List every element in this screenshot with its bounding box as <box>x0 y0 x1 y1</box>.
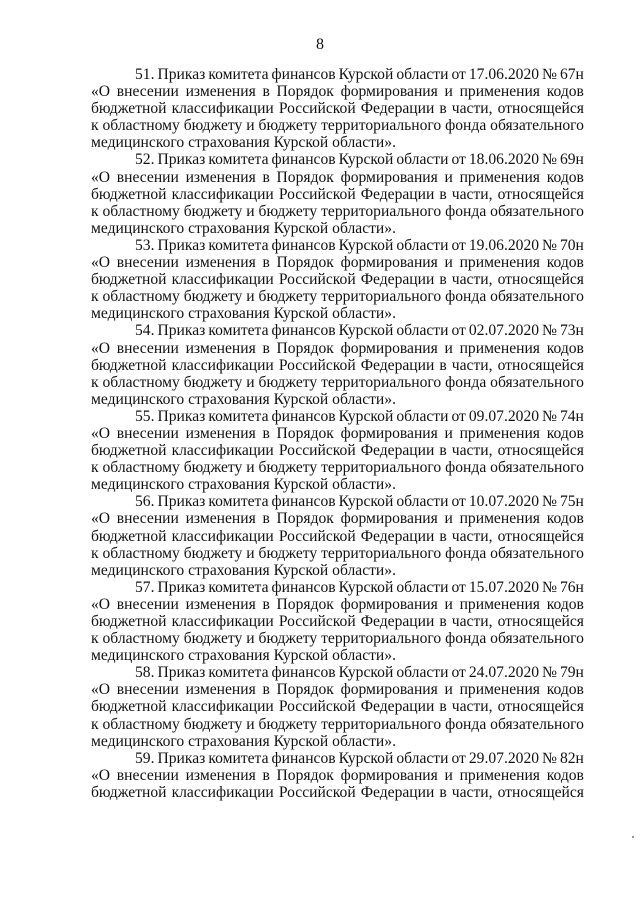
list-item-text-line: бюджетной классификации Российской Федерации в части, относящейся <box>91 442 584 460</box>
list-item-text-line: к областному бюджету и бюджету территориального фонда обязательного <box>91 459 584 477</box>
list-item-text-line: медицинского страхования Курской области». <box>91 476 396 494</box>
list-item-text-line: «О внесении изменения в Порядок формирования и применения кодов <box>91 83 584 101</box>
list-item-text-line: медицинского страхования Курской области». <box>91 305 396 323</box>
list-item <box>91 664 584 749</box>
list-item-text-line: медицинского страхования Курской области». <box>91 219 396 237</box>
list-item-text-line: «О внесении изменения в Порядок формирования и применения кодов <box>91 766 584 784</box>
list-item-heading-line: 57. Приказ комитета финансов Курской области от 15.07.2020 № 76н <box>135 578 584 596</box>
list-item <box>91 66 584 151</box>
list-item-text-line: «О внесении изменения в Порядок формирования и применения кодов <box>91 168 584 186</box>
list-item-text-line: медицинского страхования Курской области». <box>91 561 396 579</box>
list-item-text-line: медицинского страхования Курской области». <box>91 390 396 408</box>
list-item <box>91 151 584 236</box>
list-item <box>91 493 584 578</box>
list-item <box>91 579 584 664</box>
list-item-text-line: медицинского страхования Курской области». <box>91 732 396 750</box>
list-item-text-line: бюджетной классификации Российской Федерации в части, относящейся <box>91 698 584 716</box>
list-item-text-line: к областному бюджету и бюджету территориального фонда обязательного <box>91 630 584 648</box>
list-item-text-line: «О внесении изменения в Порядок формирования и применения кодов <box>91 595 584 613</box>
list-item-text-line: «О внесении изменения в Порядок формирования и применения кодов <box>91 510 584 528</box>
list-item-text-line: к областному бюджету и бюджету территориального фонда обязательного <box>91 715 584 733</box>
list-item-text-line: «О внесении изменения в Порядок формирования и применения кодов <box>91 254 584 272</box>
list-item-heading-line: 58. Приказ комитета финансов Курской области от 24.07.2020 № 79н <box>135 664 584 682</box>
list-item <box>91 408 584 493</box>
list-item-heading-line: 51. Приказ комитета финансов Курской области от 17.06.2020 № 67н <box>135 66 584 83</box>
list-item-text-line: «О внесении изменения в Порядок формирования и применения кодов <box>91 424 584 442</box>
list-item-heading-line: 59. Приказ комитета финансов Курской области от 29.07.2020 № 82н <box>135 749 584 767</box>
list-item <box>91 237 584 322</box>
list-item-text-line: медицинского страхования Курской области». <box>91 134 396 152</box>
list-item-text-line: к областному бюджету и бюджету территориального фонда обязательного <box>91 288 584 306</box>
list-item-text-line: бюджетной классификации Российской Федерации в части, относящейся <box>91 356 584 374</box>
list-item-text-line: бюджетной классификации Российской Федерации в части, относящейся <box>91 100 584 118</box>
list-item-heading-line: 55. Приказ комитета финансов Курской области от 09.07.2020 № 74н <box>135 407 584 425</box>
list-item-text-line: медицинского страхования Курской области». <box>91 647 396 665</box>
list-item-text-line: бюджетной классификации Российской Федерации в части, относящейся <box>91 783 584 801</box>
list-item <box>91 750 584 801</box>
list-item-text-line: бюджетной классификации Российской Федерации в части, относящейся <box>91 271 584 289</box>
list-item-heading-line: 56. Приказ комитета финансов Курской области от 10.07.2020 № 75н <box>135 493 584 511</box>
list-item-heading-line: 53. Приказ комитета финансов Курской области от 19.06.2020 № 70н <box>135 236 584 254</box>
list-item-text-line: бюджетной классификации Российской Федерации в части, относящейся <box>91 613 584 630</box>
list-item-text-line: к областному бюджету и бюджету территориального фонда обязательного <box>91 373 584 391</box>
list-item-text-line: бюджетной классификации Российской Федерации в части, относящейся <box>91 185 584 203</box>
list-item-text-line: к областному бюджету и бюджету территориального фонда обязательного <box>91 544 584 562</box>
list-item-text-line: к областному бюджету и бюджету территориального фонда обязательного <box>91 202 584 220</box>
document-body <box>91 66 584 801</box>
list-item-text-line: «О внесении изменения в Порядок формирования и применения кодов <box>91 681 584 699</box>
list-item-heading-line: 54. Приказ комитета финансов Курской области от 02.07.2020 № 73н <box>135 322 584 340</box>
list-item-text-line: к областному бюджету и бюджету территориального фонда обязательного <box>91 117 584 135</box>
list-item <box>91 322 584 407</box>
page-number: 8 <box>316 36 324 53</box>
list-item-heading-line: 52. Приказ комитета финансов Курской области от 18.06.2020 № 69н <box>135 151 584 169</box>
list-item-text-line: «О внесении изменения в Порядок формирования и применения кодов <box>91 339 584 357</box>
list-item-text-line: бюджетной классификации Российской Федерации в части, относящейся <box>91 527 584 545</box>
scan-speck <box>632 836 634 838</box>
